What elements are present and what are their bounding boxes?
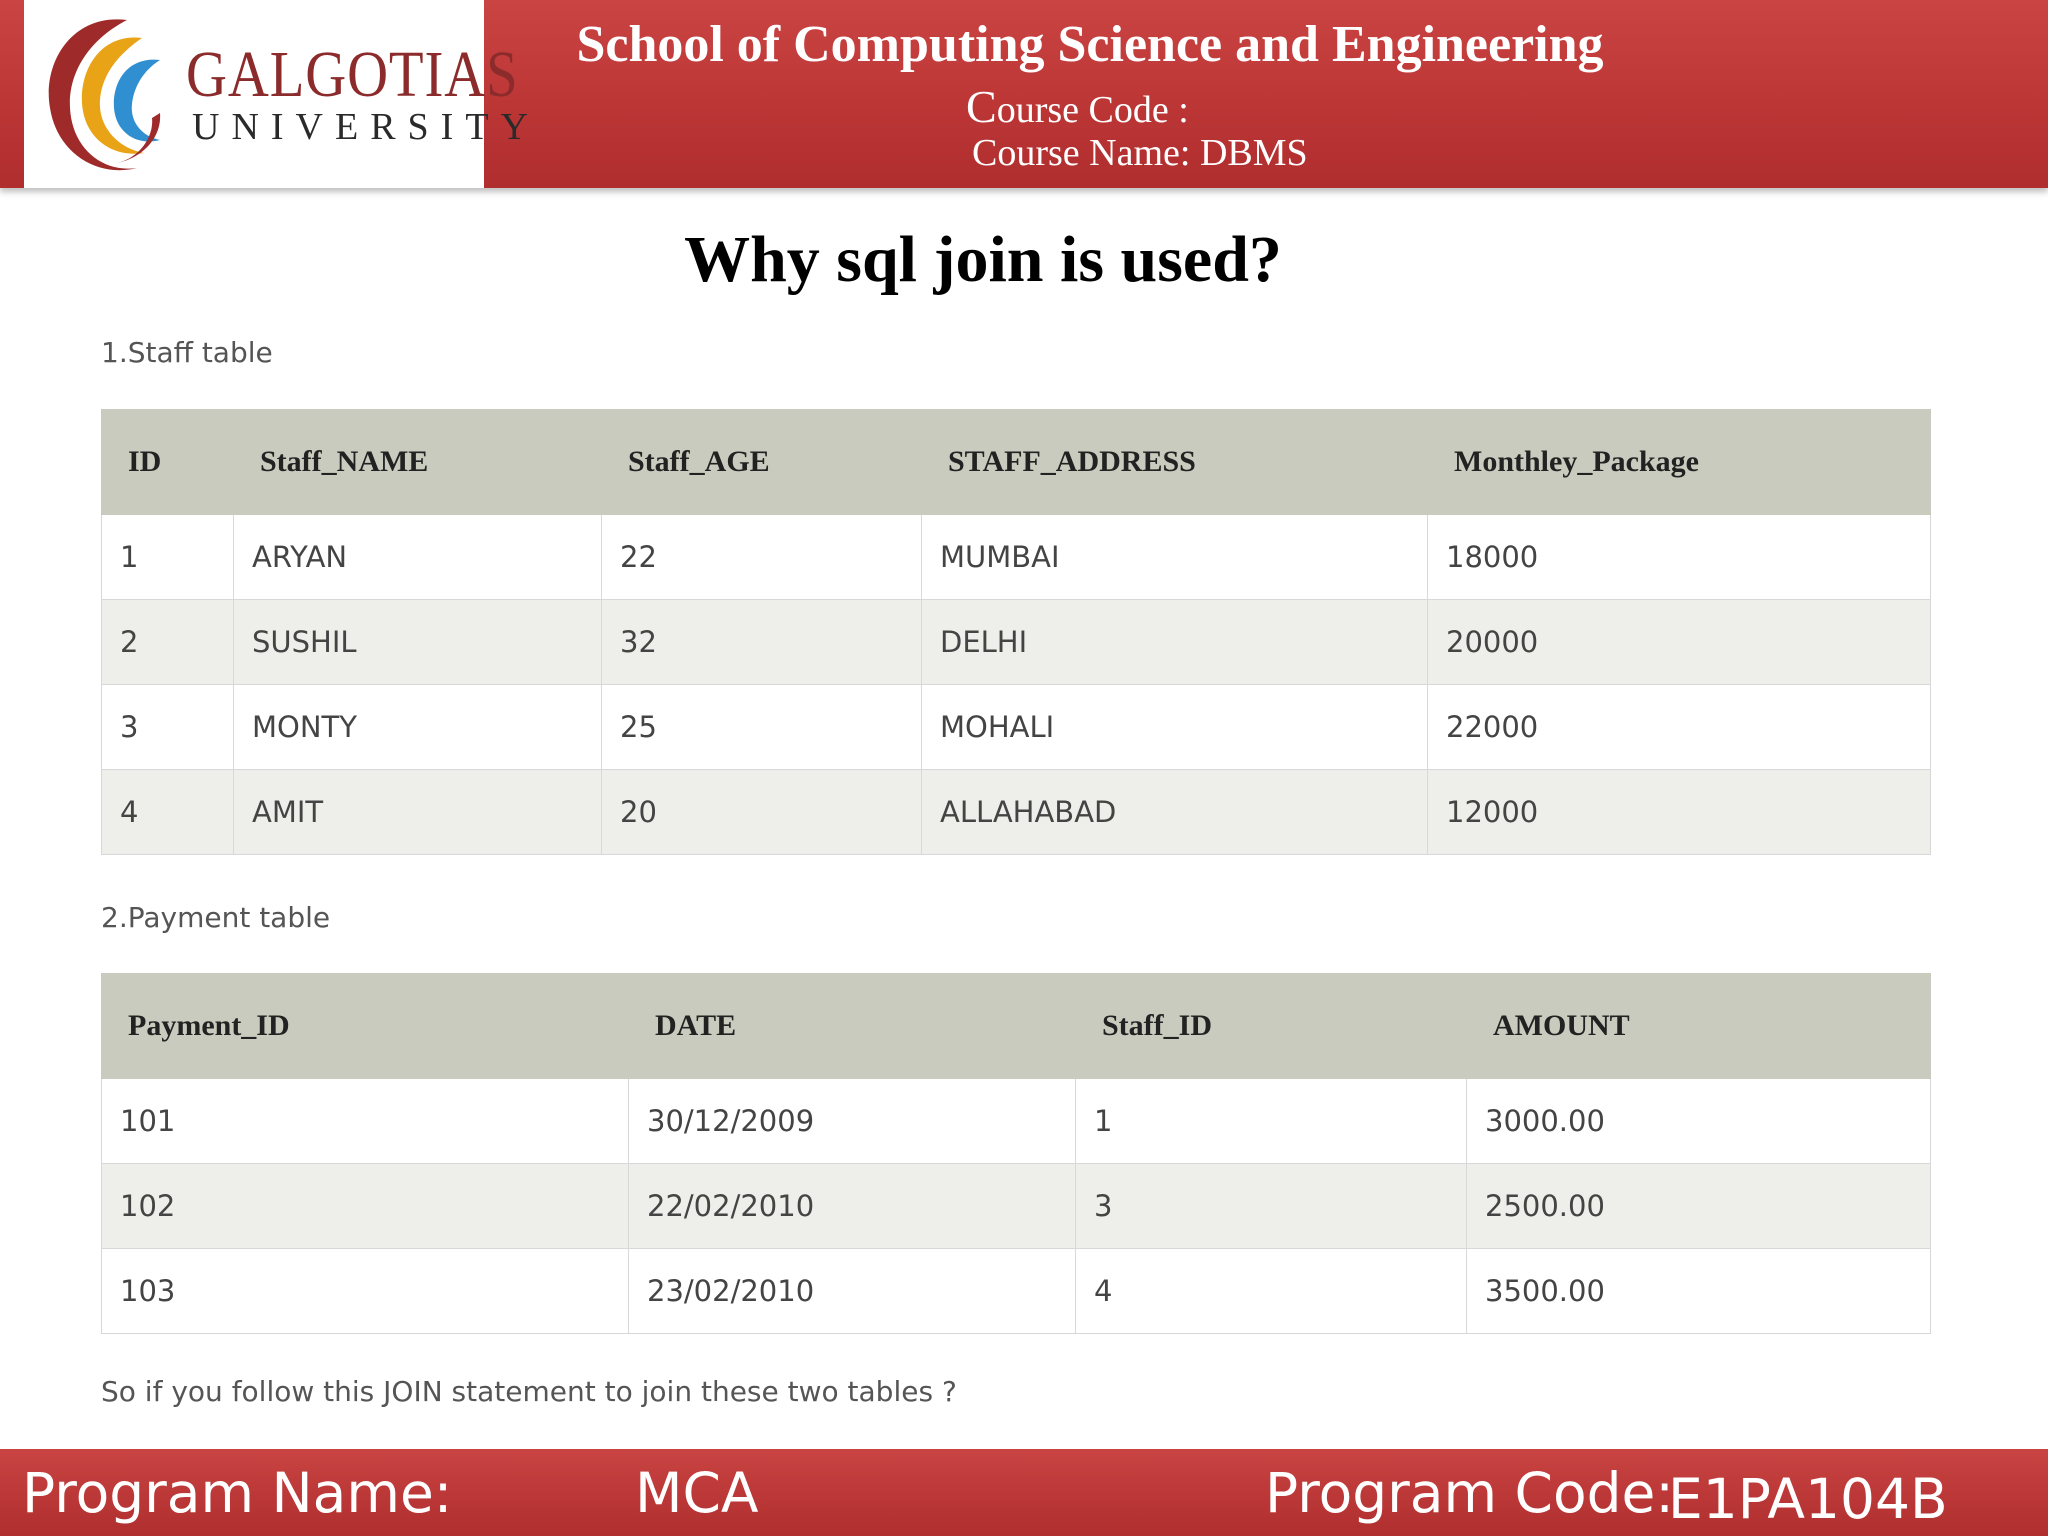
table-cell: 3 [102, 685, 234, 770]
course-code-rest: ourse Code : [996, 89, 1189, 131]
table-header-row [102, 974, 1931, 1079]
table-cell: AMIT [234, 770, 602, 855]
table-cell: 20 [602, 770, 922, 855]
table-cell: 12000 [1428, 770, 1931, 855]
table-cell: 3500.00 [1467, 1249, 1931, 1334]
university-logo [24, 0, 540, 188]
table-row [102, 1249, 1931, 1334]
column-header: Payment_ID [102, 974, 629, 1079]
column-header: AMOUNT [1467, 974, 1931, 1079]
table-cell: 3000.00 [1467, 1079, 1931, 1164]
table-cell: 1 [1076, 1079, 1467, 1164]
payment-table [101, 973, 1931, 1334]
table-cell: 1 [102, 515, 234, 600]
table-header-row [102, 410, 1931, 515]
table-cell: 2 [102, 600, 234, 685]
table-cell: 4 [102, 770, 234, 855]
galgotias-logo-icon [32, 8, 182, 183]
staff-table [101, 409, 1931, 855]
table-cell: 103 [102, 1249, 629, 1334]
column-header: DATE [629, 974, 1076, 1079]
table-row [102, 515, 1931, 600]
table-cell: 25 [602, 685, 922, 770]
column-header: Monthley_Package [1428, 410, 1931, 515]
program-name-label: Program Name: [22, 1461, 453, 1525]
column-header: STAFF_ADDRESS [922, 410, 1428, 515]
staff-table-caption: 1.Staff table [101, 336, 273, 369]
table-cell: 22000 [1428, 685, 1931, 770]
table-cell: 18000 [1428, 515, 1931, 600]
table-cell: 23/02/2010 [629, 1249, 1076, 1334]
table-cell: ALLAHABAD [922, 770, 1428, 855]
program-code-label: Program Code: [1265, 1461, 1674, 1525]
table-cell: 2500.00 [1467, 1164, 1931, 1249]
column-header: Staff_ID [1076, 974, 1467, 1079]
slide-title: Why sql join is used? [684, 223, 1282, 296]
table-row [102, 685, 1931, 770]
table-cell: ARYAN [234, 515, 602, 600]
program-code-value: E1PA104B [1668, 1467, 1948, 1531]
table-cell: DELHI [922, 600, 1428, 685]
column-header: ID [102, 410, 234, 515]
table-row [102, 600, 1931, 685]
table-row [102, 770, 1931, 855]
slide-footer [0, 1449, 2048, 1536]
slide-header [0, 0, 2048, 188]
course-code [966, 82, 1189, 133]
logo-wordmark: GALGOTIAS [186, 38, 519, 111]
table-cell: SUSHIL [234, 600, 602, 685]
payment-table-caption: 2.Payment table [101, 901, 331, 934]
table-cell: 30/12/2009 [629, 1079, 1076, 1164]
table-cell: MUMBAI [922, 515, 1428, 600]
question-text: So if you follow this JOIN statement to join these two tables ? [101, 1375, 957, 1408]
table-cell: 102 [102, 1164, 629, 1249]
table-cell: 22/02/2010 [629, 1164, 1076, 1249]
school-name: School of Computing Science and Engineering [576, 16, 1604, 73]
table-cell: 20000 [1428, 600, 1931, 685]
table-row [102, 1164, 1931, 1249]
table-cell: 4 [1076, 1249, 1467, 1334]
course-name: Course Name: DBMS [972, 132, 1308, 174]
logo-subtitle: UNIVERSITY [192, 106, 540, 148]
table-cell: MONTY [234, 685, 602, 770]
column-header: Staff_NAME [234, 410, 602, 515]
table-cell: 22 [602, 515, 922, 600]
program-name-value: MCA [635, 1461, 759, 1525]
course-code-initial: C [966, 81, 997, 132]
table-cell: 32 [602, 600, 922, 685]
table-row [102, 1079, 1931, 1164]
column-header: Staff_AGE [602, 410, 922, 515]
table-cell: 101 [102, 1079, 629, 1164]
table-cell: MOHALI [922, 685, 1428, 770]
table-cell: 3 [1076, 1164, 1467, 1249]
